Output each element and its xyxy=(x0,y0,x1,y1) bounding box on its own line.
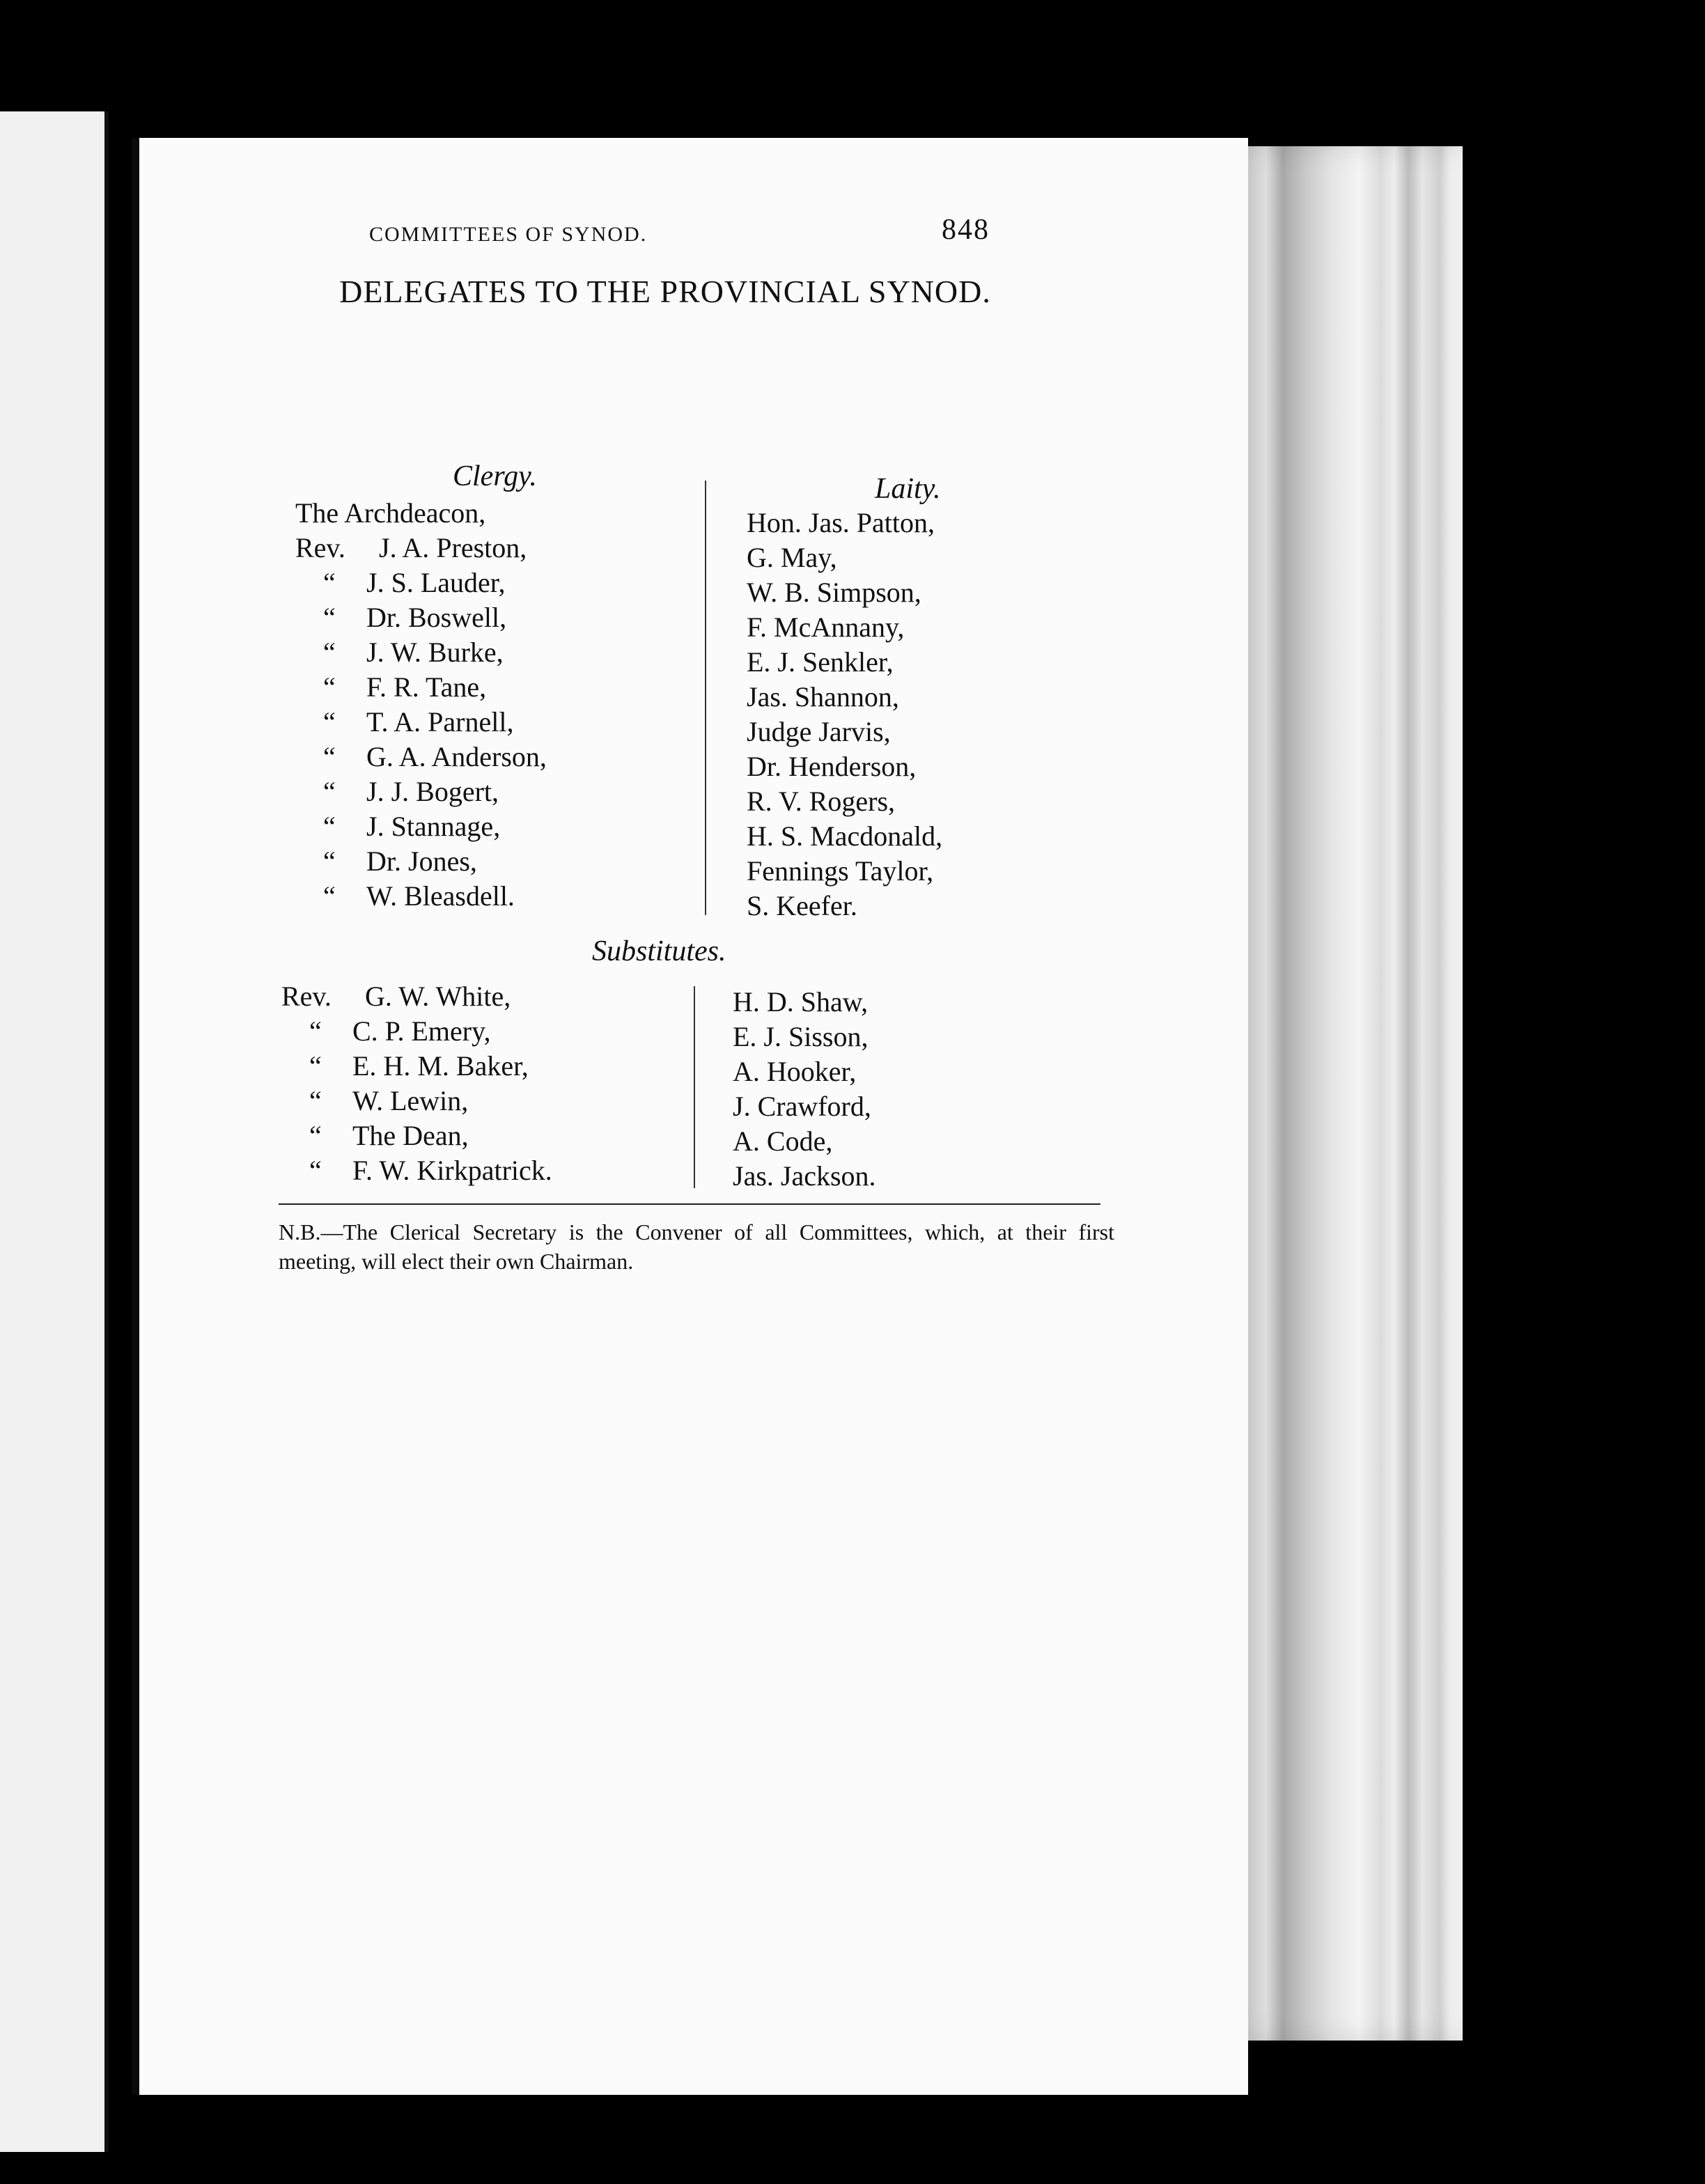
person-name: R. V. Rogers, xyxy=(747,786,896,817)
person-name: H. D. Shaw, xyxy=(733,986,869,1017)
name-prefix: “ xyxy=(323,671,336,703)
name-line xyxy=(281,979,552,1014)
name-line xyxy=(295,740,547,774)
name-line xyxy=(281,1118,552,1153)
name-line xyxy=(295,635,547,670)
name-prefix: Rev. xyxy=(281,981,332,1012)
name-line xyxy=(295,774,547,809)
page-number: 848 xyxy=(942,214,990,246)
name-line xyxy=(295,844,547,879)
person-name: S. Keefer. xyxy=(747,890,857,921)
name-prefix: “ xyxy=(323,880,336,912)
person-name: J. W. Burke, xyxy=(366,637,504,668)
person-name: F. McAnnany, xyxy=(747,611,905,643)
person-name: Jas. Jackson. xyxy=(733,1160,876,1192)
person-name: J. S. Lauder, xyxy=(366,567,506,598)
substitutes-heading: Substitutes. xyxy=(592,935,726,967)
person-name: T. A. Parnell, xyxy=(366,706,514,738)
name-line xyxy=(295,879,547,914)
person-name: E. J. Sisson, xyxy=(733,1021,869,1052)
person-name: Hon. Jas. Patton, xyxy=(747,507,935,538)
name-line xyxy=(281,1084,552,1118)
separator-rule xyxy=(279,1203,1100,1205)
person-name: G. W. White, xyxy=(365,981,511,1012)
person-name: C. P. Emery, xyxy=(352,1015,491,1047)
column-divider xyxy=(694,986,695,1188)
name-prefix: “ xyxy=(323,706,336,738)
name-line xyxy=(295,496,547,531)
person-name: J. Crawford, xyxy=(733,1091,871,1122)
substitutes-laity-list xyxy=(733,985,876,1194)
person-name: Jas. Shannon, xyxy=(747,681,899,712)
person-name: W. Bleasdell. xyxy=(366,880,515,912)
delegates-laity-list xyxy=(747,506,942,923)
person-name: H. S. Macdonald, xyxy=(747,820,943,852)
name-prefix: “ xyxy=(323,567,336,598)
person-name: J. Stannage, xyxy=(366,811,501,842)
name-prefix: “ xyxy=(323,845,336,877)
page-edges xyxy=(1241,146,1463,2041)
page-title: DELEGATES TO THE PROVINCIAL SYNOD. xyxy=(339,274,991,309)
running-head: COMMITTEES OF SYNOD. xyxy=(369,223,648,246)
person-name: G. A. Anderson, xyxy=(366,741,547,772)
name-line xyxy=(281,1153,552,1188)
substitutes-clergy-list xyxy=(281,979,552,1188)
person-name: W. Lewin, xyxy=(352,1085,469,1116)
facing-page-edge xyxy=(0,111,109,2152)
person-name: F. W. Kirkpatrick. xyxy=(352,1155,552,1186)
name-prefix: “ xyxy=(323,811,336,842)
person-name: Dr. Jones, xyxy=(366,845,477,877)
name-prefix: “ xyxy=(309,1120,322,1151)
name-line xyxy=(295,670,547,705)
person-name: Fennings Taylor, xyxy=(747,855,934,887)
name-line xyxy=(295,809,547,844)
person-name: The Dean, xyxy=(352,1120,469,1151)
name-line xyxy=(295,600,547,635)
person-name: W. B. Simpson, xyxy=(747,577,921,608)
person-name: The Archdeacon, xyxy=(295,497,486,529)
name-line xyxy=(281,1014,552,1049)
name-prefix: “ xyxy=(323,776,336,807)
name-prefix: “ xyxy=(323,602,336,633)
name-prefix: “ xyxy=(309,1015,322,1047)
person-name: G. May, xyxy=(747,542,837,573)
name-prefix: “ xyxy=(309,1085,322,1116)
name-line xyxy=(295,531,547,566)
person-name: Dr. Boswell, xyxy=(366,602,507,633)
laity-heading: Laity. xyxy=(875,473,941,505)
name-prefix: Rev. xyxy=(295,532,345,563)
delegates-clergy-list xyxy=(295,496,547,914)
person-name: E. H. M. Baker, xyxy=(352,1050,529,1082)
name-prefix: “ xyxy=(323,637,336,668)
name-line xyxy=(295,705,547,740)
person-name: Dr. Henderson, xyxy=(747,751,917,782)
name-line xyxy=(281,1049,552,1084)
person-name: F. R. Tane, xyxy=(366,671,487,703)
name-prefix: “ xyxy=(309,1050,322,1082)
person-name: J. A. Preston, xyxy=(379,532,527,563)
name-prefix: “ xyxy=(323,741,336,772)
person-name: A. Hooker, xyxy=(733,1056,857,1087)
column-divider xyxy=(705,481,706,915)
footnote: N.B.—The Clerical Secretary is the Convener of all Committees, which, at their first meeting, will elect their own Chairman. xyxy=(279,1219,1114,1274)
person-name: J. J. Bogert, xyxy=(366,776,499,807)
person-name: A. Code, xyxy=(733,1125,833,1157)
page-header xyxy=(0,213,1705,255)
name-prefix: “ xyxy=(309,1155,322,1186)
person-name: Judge Jarvis, xyxy=(747,716,891,747)
clergy-heading: Clergy. xyxy=(453,460,537,492)
person-name: E. J. Senkler, xyxy=(747,646,894,678)
name-line xyxy=(295,566,547,600)
